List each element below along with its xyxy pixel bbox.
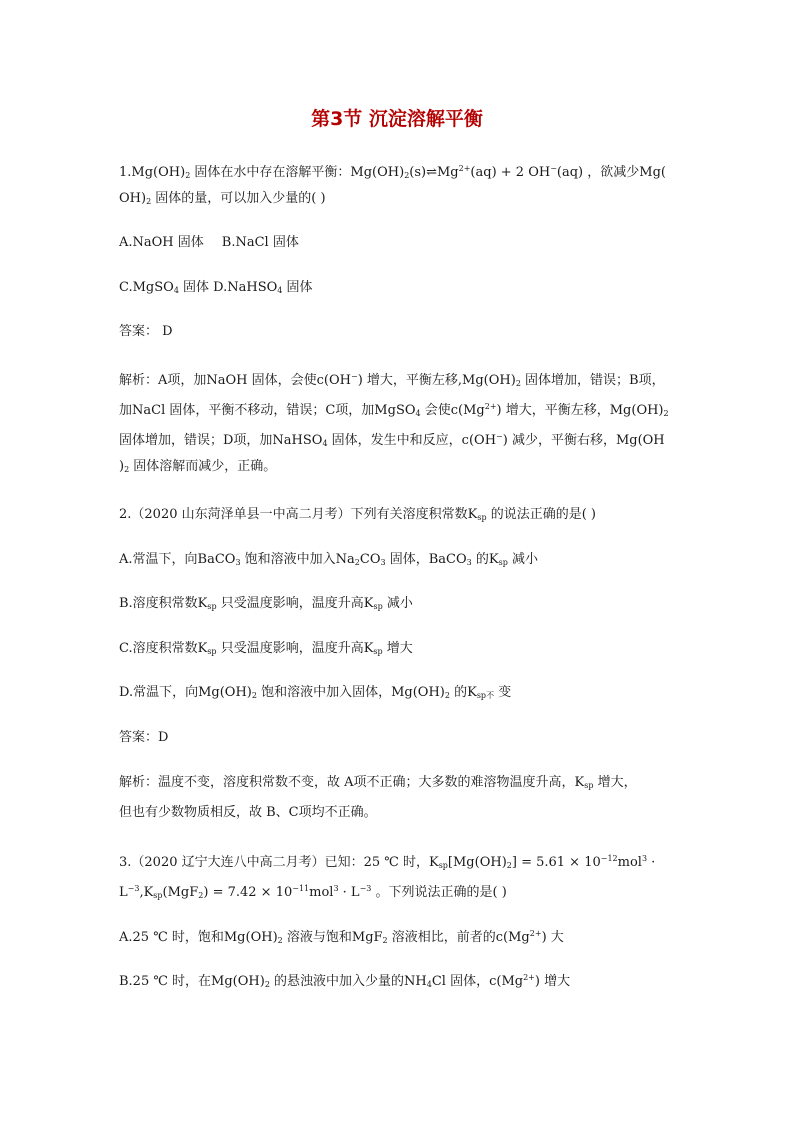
q1-answer: 答案： D <box>119 324 173 339</box>
q2-option-a: A.常温下，向BaCO$_3$ 饱和溶液中加入$Na_2CO_3$ 固体，BaCO$_3$ 的$K_{sp}$ 减小 <box>119 552 538 567</box>
q3-option-b: B.25 ℃ 时，在$Mg(OH)_2$ 的悬浊液中加入少量的$NH_4Cl$ 固体，$c(Mg^{2+})$ 增大 <box>119 973 571 989</box>
q1-explanation-line2: 加NaCl 固体，平衡不移动，错误；C项，加MgSO$_4$ 会使$c(Mg^{2+})$ 增大，平衡左移，$Mg(OH)_2$ <box>119 402 669 418</box>
q2-option-d: D.常温下，向$Mg(OH)_2$ 饱和溶液中加入固体，$Mg(OH)_2$ 的$K_{sp不}$ 变 <box>119 685 512 700</box>
q3-option-a: A.25 ℃ 时，饱和$Mg(OH)_2$ 溶液与饱和MgF$_2$ 溶液相比，前者的$c(Mg^{2+})$ 大 <box>119 929 564 945</box>
q1-explanation-line1: 解析：A项，加NaOH 固体，会使c(OH−) 增大，平衡左移$,Mg(OH)_2$ 固体增加，错误；B项， <box>119 372 665 388</box>
q1-options-ab <box>119 234 689 252</box>
q2-explanation-line1: 解析：温度不变，溶度积常数不变，故 A项不正确；大多数的难溶物温度升高，$K_{sp}$ 增大， <box>119 775 637 790</box>
q1-option-a: A.NaOH 固体 <box>119 235 204 250</box>
q3-stem-line1: 3.（2020 辽宁大连八中高二月考）已知：25 ℃ 时，$K_{sp}[Mg(OH)_2] = 5.61 \times 10^{-12}mol^3$ · <box>119 854 656 870</box>
q2-explanation-line2: 但也有少数物质相反，故 B、C项均不正确。 <box>119 805 377 820</box>
q2-stem: 2.（2020 山东菏泽单县一中高二月考）下列有关溶度积常数$K_{sp}$ 的说法正确的是( ) <box>119 507 596 522</box>
page-title: 第3节 沉淀溶解平衡 <box>311 108 483 130</box>
q3-stem-line2: $L^{-3},K_{sp}(MgF_2) = 7.42 \times 10^{-11}mol^3 \cdot L^{-3}$ 。下列说法正确的是( ) <box>119 884 507 900</box>
q1-explanation-line3: 固体增加，错误；D项，加NaHSO$_4$ 固体，发生中和反应，c(OH−) 减少，平衡右移，Mg(OH <box>119 432 665 448</box>
q2-answer: 答案：D <box>119 730 169 745</box>
q1-option-b: B.NaCl 固体 <box>221 235 299 250</box>
q1-options-cd: C.MgSO$_4$ 固体 D.NaHSO$_4$ 固体 <box>119 280 313 295</box>
q1-stem-line2: $OH)_2$ 固体的量，可以加入少量的( ) <box>119 191 326 206</box>
q2-option-b: B.溶度积常数$K_{sp}$ 只受温度影响，温度升高$K_{sp}$ 减小 <box>119 596 413 611</box>
q2-option-c: C.溶度积常数$K_{sp}$ 只受温度影响，温度升高$K_{sp}$ 增大 <box>119 641 413 656</box>
q1-explanation-line4: )$_2$ 固体溶解而减少，正确。 <box>119 459 277 474</box>
q1-stem-line1: $1.Mg(OH)_2$ 固体在水中存在溶解平衡：$Mg(OH)_2(s)\rightleftharpoons Mg^{2+}(aq) + 2$ OH−(aq) ，欲减少Mg( <box>119 164 666 180</box>
